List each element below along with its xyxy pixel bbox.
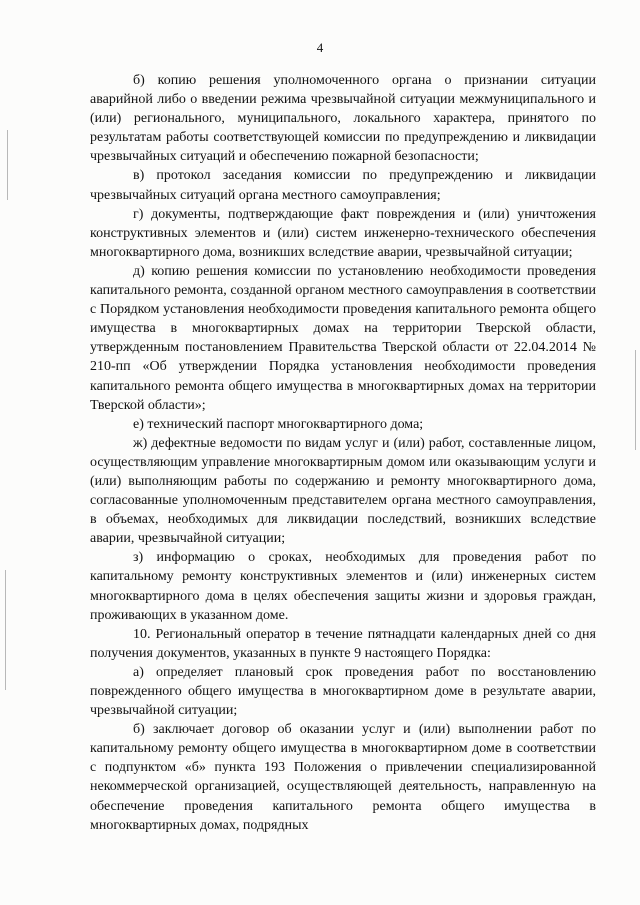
paragraph-a-planned-deadline: а) определяет плановый срок проведения работ по восстановлению поврежденного общего имущества в многоквартирном доме в результате аварии, чрезвычайной ситуации; — [90, 664, 596, 719]
page-number: 4 — [316, 40, 324, 55]
paragraph-v-meeting-protocol: в) протокол заседания комиссии по предупреждению и ликвидации чрезвычайных ситуаций органа местного самоуправления; — [90, 168, 596, 203]
paragraph-g-damage-documents: г) документы, подтверждающие факт повреждения и (или) уничтожения конструктивных элементов и (или) систем инженерно-технического обеспечения многоквартирного дома, возникших вследствие аварии, чрезвычайной ситуации; — [90, 206, 596, 260]
scan-edge-mark — [635, 350, 636, 450]
paragraph-zh-defect-statements: ж) дефектные ведомости по видам услуг и (или) работ, составленные лицом, осуществляющим управление многоквартирным домом или оказывающим услуги и (или) выполняющим работы по содержанию и ремонту многоквартирного дома, согласованные уполномоченным представителем органа местного самоуправления, в объемах, необходимых для ликвидации последствий, возникших вследствие аварии, чрезвычайной ситуации; — [90, 435, 596, 547]
paragraph-d-commission-decision: д) копию решения комиссии по установлению необходимости проведения капитального ремонта, созданной органом местного самоуправления в соответствии с Порядком установления необходимости проведения капитального ремонта общего имущества в многоквартирных домах на территории Тверской области, утвержденным постановлением Правительства Тверской области от 22.04.2014 № 210-пп «Об утверждении Порядка установления необходимости проведения капитального ремонта общего имущества в многоквартирных домах на территории Тверской области»; — [90, 263, 596, 413]
paragraph-z-deadlines-info: з) информацию о сроках, необходимых для проведения работ по капитальному ремонту конструктивных элементов и (или) инженерных систем многоквартирного дома в целях обеспечения защиты жизни и здоровья граждан, проживающих в указанном доме. — [90, 550, 596, 623]
paragraph-e-technical-passport: е) технический паспорт многоквартирного дома; — [133, 416, 424, 432]
scan-edge-mark — [7, 130, 8, 200]
paragraph-b-contract: б) заключает договор об оказании услуг и (или) выполнении работ по капитальному ремонту общего имущества в многоквартирном доме в соответствии с подпунктом «б» пункта 193 Положения о привлечении специализированной некоммерческой организацией, осуществляющей деятельность, направленную на обеспечение проведения капитального ремонта общего имущества в многоквартирных домах, подрядных — [90, 722, 596, 833]
scan-edge-mark — [5, 570, 6, 690]
paragraph-10-regional-operator: 10. Региональный оператор в течение пятнадцати календарных дней со дня получения документов, указанных в пункте 9 настоящего Порядка: — [90, 626, 596, 661]
paragraph-b-decision-copy: б) копию решения уполномоченного органа о признании ситуации аварийной либо о введении режима чрезвычайной ситуации межмуниципального и (или) регионального, муниципального, локального характера, принятого по результатам работы соответствующей комиссии по предупреждению и ликвидации чрезвычайных ситуаций и обеспечению пожарной безопасности; — [90, 73, 596, 165]
document-body — [90, 71, 596, 835]
